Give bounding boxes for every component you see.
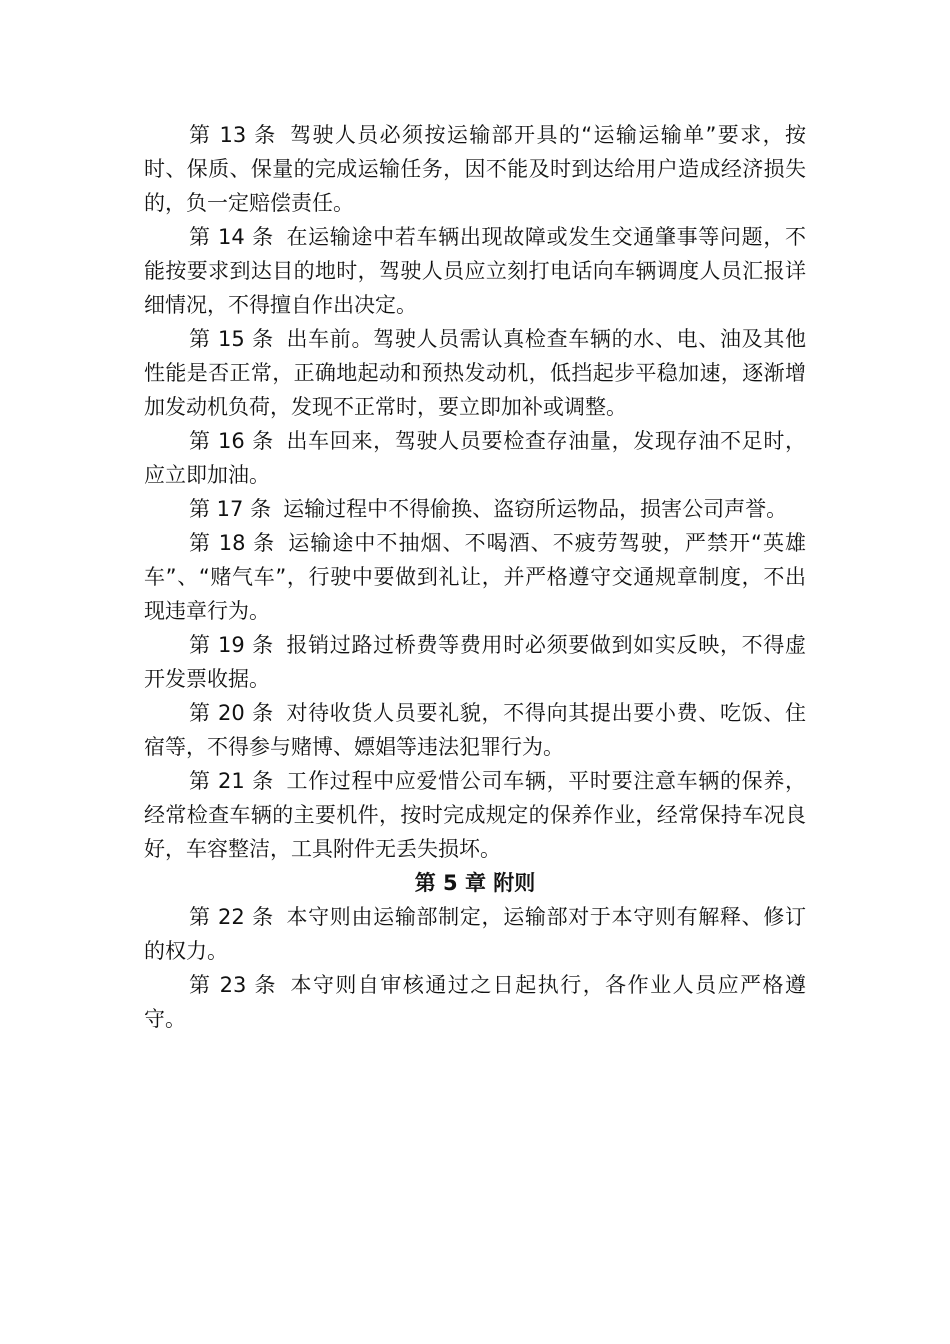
document-body (144, 118, 806, 1036)
chapter-heading: 第 5 章 附则 (414, 871, 536, 895)
article-13 (144, 118, 806, 220)
article-text: 出车回来，驾驶人员要检查存油量，发现存油不足时，应立即加油。 (144, 429, 806, 487)
article-number: 第 21 条 (189, 769, 274, 793)
article-number: 第 22 条 (189, 905, 274, 929)
article-number: 第 17 条 (189, 497, 272, 521)
article-text: 在运输途中若车辆出现故障或发生交通肇事等问题，不能按要求到达目的地时，驾驶人员应立刻打电话向车辆调度人员汇报详细情况，不得擅自作出决定。 (144, 225, 806, 317)
article-number: 第 23 条 (189, 973, 277, 997)
article-text: 出车前。驾驶人员需认真检查车辆的水、电、油及其他性能是否正常，正确地起动和预热发动机，低挡起步平稳加速，逐渐增加发动机负荷，发现不正常时，要立即加补或调整。 (144, 327, 806, 419)
article-18 (144, 526, 806, 628)
article-number: 第 20 条 (189, 701, 274, 725)
article-text: 工作过程中应爱惜公司车辆，平时要注意车辆的保养，经常检查车辆的主要机件，按时完成规定的保养作业，经常保持车况良好，车容整洁，工具附件无丢失损坏。 (144, 769, 806, 861)
article-16 (144, 424, 806, 492)
article-number: 第 15 条 (189, 327, 274, 351)
article-number: 第 18 条 (189, 531, 276, 555)
article-text: 本守则自审核通过之日起执行，各作业人员应严格遵守。 (144, 973, 807, 1031)
article-15 (144, 322, 806, 424)
article-text: 运输途中不抽烟、不喝酒、不疲劳驾驶，严禁开“英雄车”、“赌气车”，行驶中要做到礼让，并严格遵守交通规章制度，不出现违章行为。 (144, 531, 806, 623)
article-text: 本守则由运输部制定，运输部对于本守则有解释、修订的权力。 (144, 905, 806, 963)
article-number: 第 19 条 (189, 633, 274, 657)
article-text: 驾驶人员必须按运输部开具的“运输运输单”要求，按时、保质、保量的完成运输任务，因不能及时到达给用户造成经济损失的，负一定赔偿责任。 (144, 123, 806, 215)
article-14 (144, 220, 806, 322)
article-number: 第 16 条 (189, 429, 274, 453)
article-text: 报销过路过桥费等费用时必须要做到如实反映，不得虚开发票收据。 (144, 633, 806, 691)
article-text: 运输过程中不得偷换、盗窃所运物品，损害公司声誉。 (283, 497, 788, 521)
article-number: 第 13 条 (189, 123, 277, 147)
article-text: 对待收货人员要礼貌，不得向其提出要小费、吃饭、住宿等，不得参与赌博、嫖娼等违法犯罪行为。 (144, 701, 806, 759)
article-21 (144, 764, 806, 866)
article-number: 第 14 条 (189, 225, 274, 249)
article-23 (144, 968, 806, 1036)
article-22 (144, 900, 806, 968)
article-17 (144, 492, 806, 526)
article-19 (144, 628, 806, 696)
article-20 (144, 696, 806, 764)
